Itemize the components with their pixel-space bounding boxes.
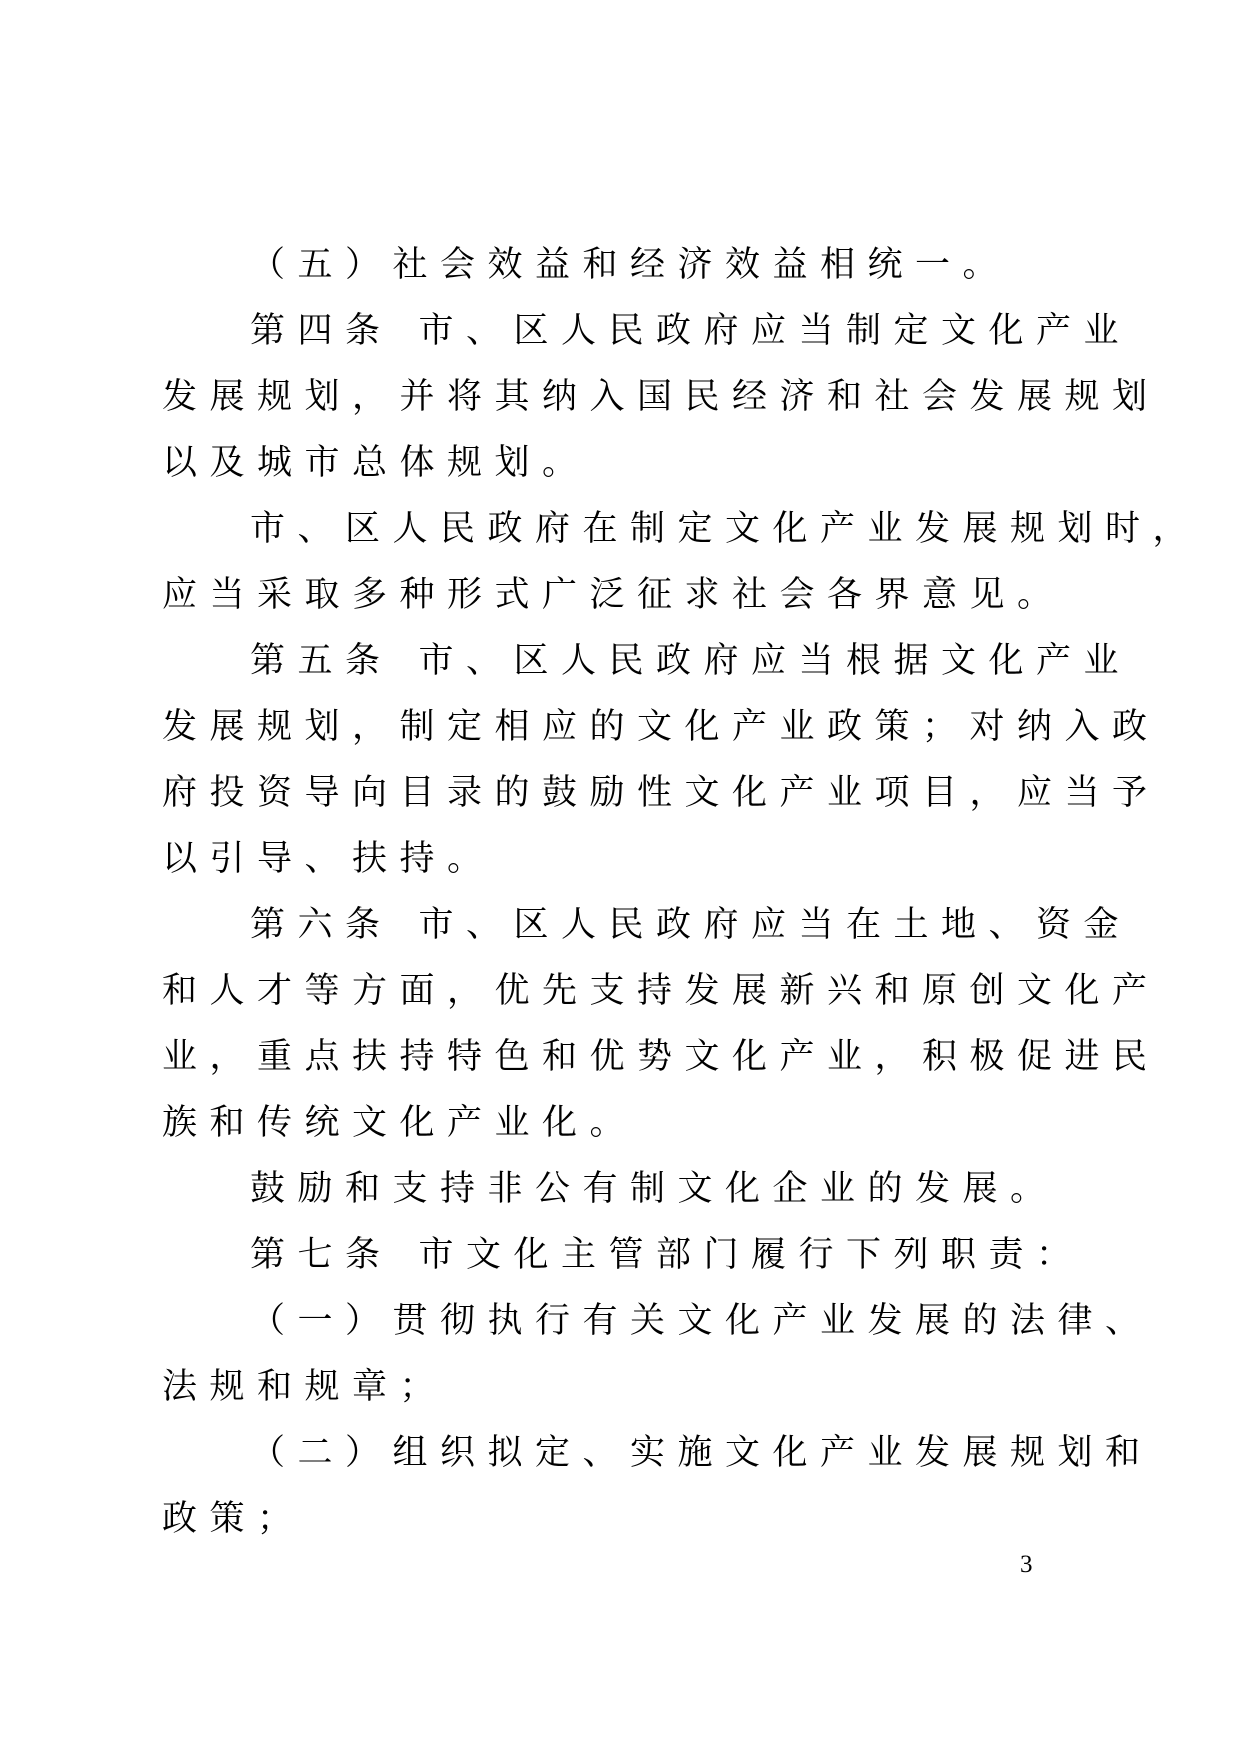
line-text: （二）组织拟定、实施文化产业发展规划和: [250, 1433, 1153, 1473]
paragraph-line: [250, 509, 1200, 549]
line-text: （一）贯彻执行有关文化产业发展的法律、: [250, 1301, 1153, 1341]
article-heading: 第七条: [250, 1235, 393, 1275]
article-4-line: [250, 311, 1131, 351]
paragraph-line: [162, 443, 590, 483]
line-text: 政策；: [162, 1499, 305, 1539]
paragraph-line: [162, 1367, 447, 1407]
paragraph-line: [162, 1037, 1160, 1077]
line-text: 以引导、扶持。: [162, 839, 495, 879]
line-text: 和人才等方面，优先支持发展新兴和原创文化产: [162, 971, 1160, 1011]
paragraph-line: [162, 839, 495, 879]
paragraph-line: [162, 971, 1160, 1011]
article-6-line: [250, 905, 1131, 945]
paragraph-line: [162, 773, 1160, 813]
paragraph-line: [162, 377, 1160, 417]
article-heading: 第四条: [250, 311, 393, 351]
paragraph-line: [250, 1301, 1153, 1341]
line-text: 市、区人民政府应当在土地、资金: [418, 905, 1132, 945]
paragraph-line: [250, 1169, 1058, 1209]
paragraph-line: [162, 575, 1065, 615]
line-text: 族和传统文化产业化。: [162, 1103, 638, 1143]
line-text: 市、区人民政府应当制定文化产业: [418, 311, 1132, 351]
line-text: 市文化主管部门履行下列职责：: [418, 1235, 1084, 1275]
article-7-line: [250, 1235, 1084, 1275]
line-text: 以及城市总体规划。: [162, 443, 590, 483]
line-text: 业，重点扶持特色和优势文化产业，积极促进民: [162, 1037, 1160, 1077]
paragraph-line: [162, 1499, 305, 1539]
page-number: 3: [1020, 1551, 1033, 1578]
paragraph-line: [162, 707, 1160, 747]
article-5-line: [250, 641, 1131, 681]
line-text: （五）社会效益和经济效益相统一。: [250, 245, 1011, 285]
line-text: 发展规划，并将其纳入国民经济和社会发展规划: [162, 377, 1160, 417]
paragraph-line: [250, 1433, 1153, 1473]
paragraph-line: [162, 1103, 637, 1143]
line-text: 市、区人民政府在制定文化产业发展规划时，: [250, 509, 1201, 549]
article-heading: 第六条: [250, 905, 393, 945]
line-text: 发展规划，制定相应的文化产业政策；对纳入政: [162, 707, 1160, 747]
line-text: 法规和规章；: [162, 1367, 448, 1407]
line-text: 市、区人民政府应当根据文化产业: [418, 641, 1132, 681]
paragraph-line: [250, 245, 1010, 285]
line-text: 应当采取多种形式广泛征求社会各界意见。: [162, 575, 1065, 615]
article-heading: 第五条: [250, 641, 393, 681]
line-text: 府投资导向目录的鼓励性文化产业项目，应当予: [162, 773, 1160, 813]
line-text: 鼓励和支持非公有制文化企业的发展。: [250, 1169, 1058, 1209]
